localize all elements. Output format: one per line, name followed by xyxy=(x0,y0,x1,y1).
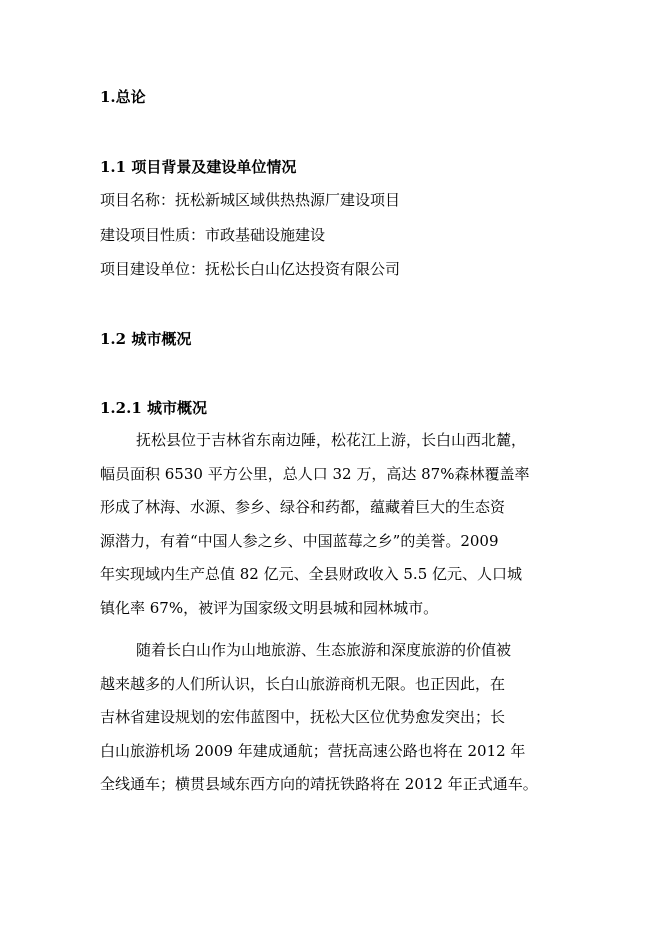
paragraph-tourism xyxy=(100,634,568,802)
section-heading-1-2: 1.2 城市概况 xyxy=(100,330,192,348)
project-name-line: 项目名称：抚松新城区域供热热源厂建设项目 xyxy=(100,191,401,209)
paragraph-line: 吉林省建设规划的宏伟蓝图中，抚松大区位优势愈发突出；长 xyxy=(100,708,506,726)
paragraph-line: 全线通车；横贯县域东西方向的靖抚铁路将在 2012 年正式通车。 xyxy=(100,775,538,793)
paragraph-line: 随着长白山作为山地旅游、生态旅游和深度旅游的价值被 xyxy=(136,641,512,659)
paragraph-city-overview xyxy=(100,424,568,625)
paragraph-line: 源潜力，有着“中国人参之乡、中国蓝莓之乡”的美誉。2009 xyxy=(100,531,499,550)
paragraph-line: 幅员面积 6530 平方公里，总人口 32 万，高达 87%森林覆盖率 xyxy=(100,464,530,483)
subsection-heading-1-2-1: 1.2.1 城市概况 xyxy=(100,399,207,417)
paragraph-line: 年实现域内生产总值 82 亿元、全县财政收入 5.5 亿元、人口城 xyxy=(100,565,523,583)
paragraph-line: 镇化率 67%，被评为国家级文明县城和园林城市。 xyxy=(100,598,439,617)
project-unit-line: 项目建设单位：抚松长白山亿达投资有限公司 xyxy=(100,260,401,278)
paragraph-line: 抚松县位于吉林省东南边陲，松花江上游，长白山西北麓， xyxy=(136,431,527,449)
section-heading-1-1: 1.1 项目背景及建设单位情况 xyxy=(100,158,297,176)
project-nature-line: 建设项目性质：市政基础设施建设 xyxy=(100,226,326,244)
chapter-heading: 1.总论 xyxy=(100,88,146,106)
paragraph-line: 白山旅游机场 2009 年建成通航；营抚高速公路也将在 2012 年 xyxy=(100,741,526,760)
paragraph-line: 越来越多的人们所认识，长白山旅游商机无限。也正因此，在 xyxy=(100,674,506,693)
paragraph-line: 形成了林海、水源、参乡、绿谷和药都，蕴藏着巨大的生态资 xyxy=(100,498,506,516)
